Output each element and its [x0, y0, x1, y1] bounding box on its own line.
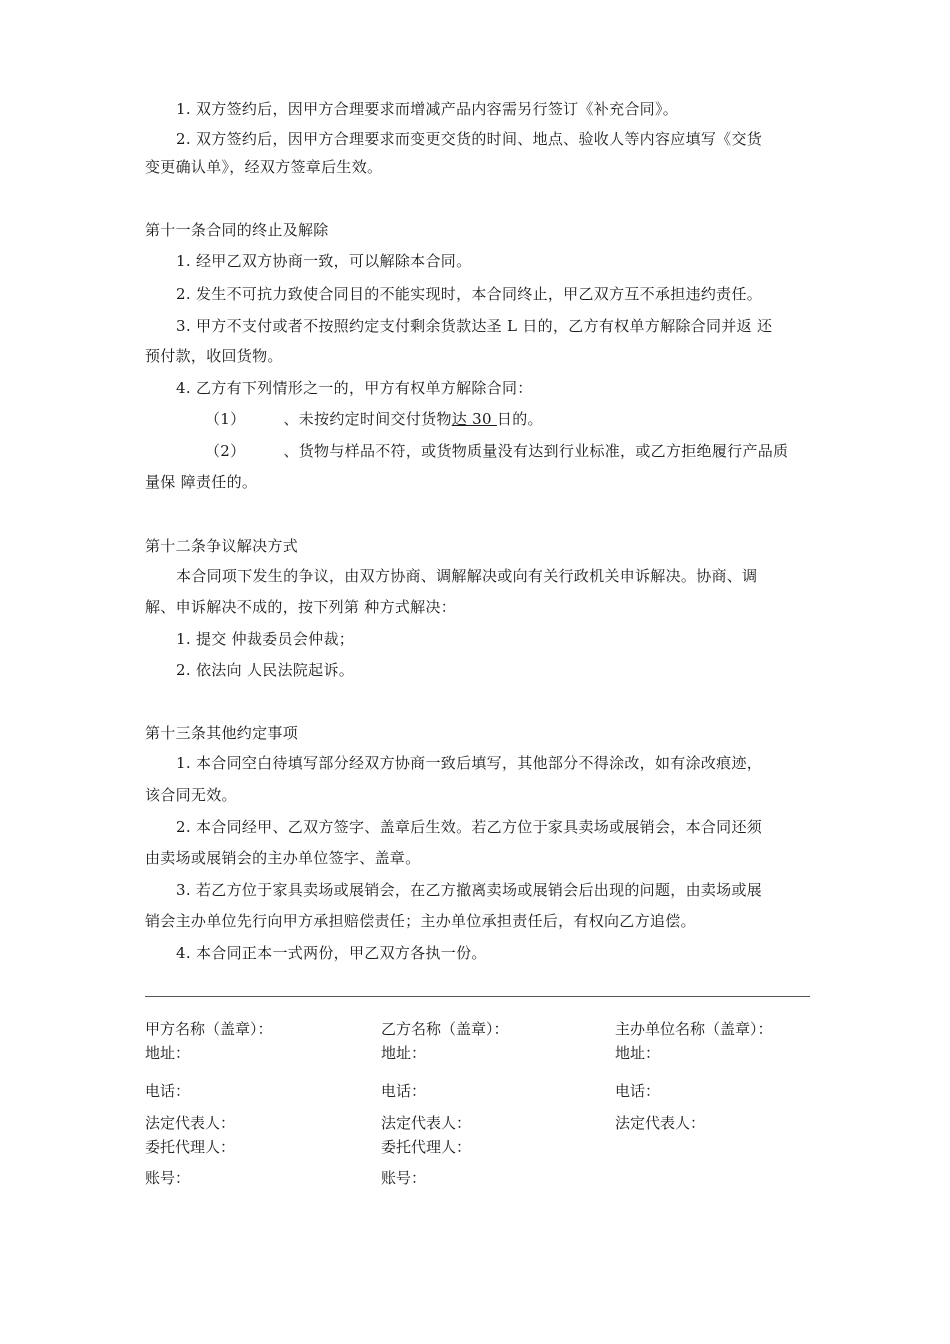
sub-item-text: 、货物与样品不符，或货物质量没有达到行业标准，或乙方拒绝履行产品质 — [283, 442, 789, 460]
clause-13-item-3-cont: 销会主办单位先行向甲方承担赔偿责任；主办单位承担责任后，有权向乙方追偿。 — [145, 912, 696, 930]
clause-11-sub-2-cont: 量保 障责任的。 — [145, 473, 258, 491]
party-a-phone-label: 电话： — [145, 1082, 191, 1100]
party-a-name-label: 甲方名称（盖章）： — [145, 1020, 273, 1038]
clause-11-item-2: 2. 发生不可抗力致使合同目的不能实现时，本合同终止，甲乙双方互不承担违约责任。 — [176, 285, 763, 303]
clause-13-item-3: 3. 若乙方位于家具卖场或展销会，在乙方撤离卖场或展销会后出现的问题，由卖场或展 — [176, 881, 763, 899]
clause-12-paragraph-cont: 解、申诉解决不成的，按下列第 种方式解决： — [145, 598, 457, 616]
party-b-address-label: 地址： — [381, 1044, 427, 1062]
clause-11-item-4: 4. 乙方有下列情形之一的，甲方有权单方解除合同： — [176, 379, 533, 397]
organizer-address-label: 地址： — [615, 1044, 661, 1062]
party-a-legal-rep-label: 法定代表人： — [145, 1114, 236, 1132]
party-b-legal-rep-label: 法定代表人： — [381, 1114, 472, 1132]
clause-13-item-4: 4. 本合同正本一式两份，甲乙双方各执一份。 — [176, 944, 487, 962]
clause-11-sub-1 — [205, 409, 543, 429]
section-13-title: 第十三条其他约定事项 — [145, 724, 299, 742]
organizer-legal-rep-label: 法定代表人： — [615, 1114, 706, 1132]
party-b-agent-label: 委托代理人： — [381, 1138, 472, 1156]
clause-12-item-2: 2. 依法向 人民法院起诉。 — [176, 661, 355, 679]
party-b-phone-label: 电话： — [381, 1082, 427, 1100]
clause-11-sub-2 — [205, 441, 788, 461]
clause-11-item-3-cont: 预付款，收回货物。 — [145, 347, 283, 365]
signature-divider — [145, 996, 810, 997]
sub-item-text: 、未按约定时间交付货物 — [283, 410, 452, 428]
sub-item-tag: （1） — [205, 410, 246, 428]
clause-10-item-2: 2. 双方签约后，因甲方合理要求而变更交货的时间、地点、验收人等内容应填写《交货 — [176, 130, 763, 148]
clause-13-item-2: 2. 本合同经甲、乙双方签字、盖章后生效。若乙方位于家具卖场或展销会，本合同还须 — [176, 818, 763, 836]
party-b-account-label: 账号： — [381, 1169, 427, 1187]
clause-10-item-1: 1. 双方签约后，因甲方合理要求而增减产品内容需另行签订《补充合同》。 — [176, 100, 679, 118]
clause-12-item-1: 1. 提交 仲裁委员会仲裁； — [176, 630, 355, 648]
clause-13-item-2-cont: 由卖场或展销会的主办单位签字、盖章。 — [145, 849, 421, 867]
clause-13-item-1: 1. 本合同空白待填写部分经双方协商一致后填写，其他部分不得涂改，如有涂改痕迹， — [176, 754, 763, 772]
sub-item-text-end: 日的。 — [496, 410, 543, 428]
clause-10-item-2-cont: 变更确认单》，经双方签章后生效。 — [145, 158, 383, 176]
organizer-phone-label: 电话： — [615, 1082, 661, 1100]
clause-11-item-3: 3. 甲方不支付或者不按照约定支付剩余货款达圣 L 日的，乙方有权单方解除合同并返 还 — [176, 317, 773, 335]
party-a-account-label: 账号： — [145, 1169, 191, 1187]
section-11-title: 第十一条合同的终止及解除 — [145, 221, 329, 239]
underlined-days: 达 30 — [451, 410, 497, 428]
section-12-title: 第十二条争议解决方式 — [145, 537, 299, 555]
organizer-name-label: 主办单位名称（盖章）： — [615, 1020, 773, 1038]
party-b-name-label: 乙方名称（盖章）： — [381, 1020, 509, 1038]
clause-12-paragraph: 本合同项下发生的争议，由双方协商、调解解决或向有关行政机关申诉解决。协商、调 — [176, 567, 758, 585]
party-a-agent-label: 委托代理人： — [145, 1138, 236, 1156]
clause-11-item-1: 1. 经甲乙双方协商一致，可以解除本合同。 — [176, 252, 472, 270]
party-a-address-label: 地址： — [145, 1044, 191, 1062]
clause-13-item-1-cont: 该合同无效。 — [145, 786, 237, 804]
sub-item-tag: （2） — [205, 442, 246, 460]
